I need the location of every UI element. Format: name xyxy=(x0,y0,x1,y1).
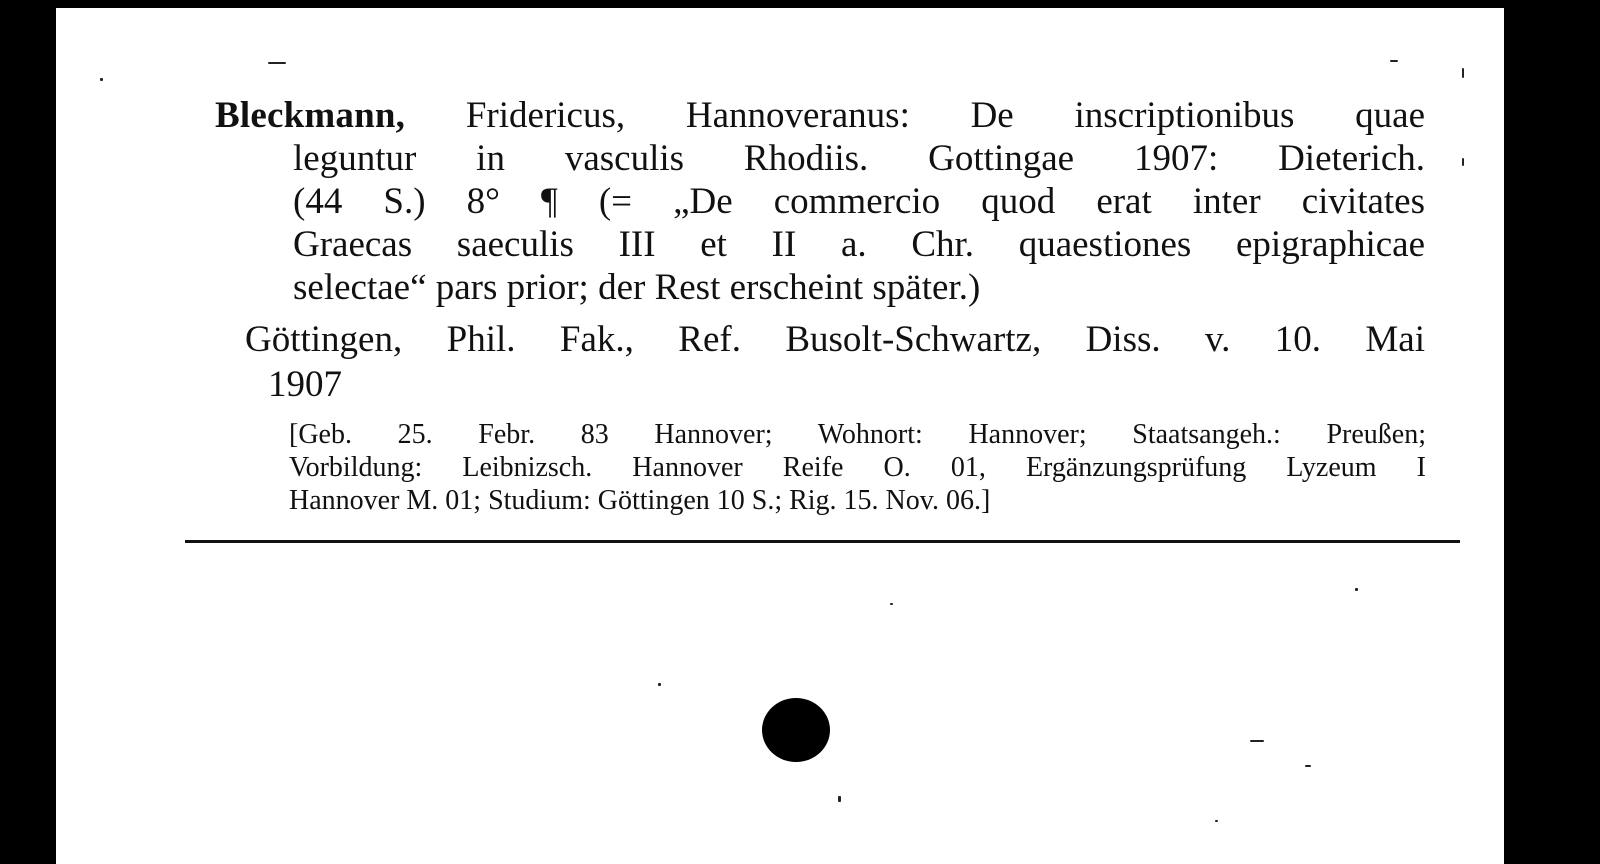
bio-line-3: Hannover M. 01; Studium: Göttingen 10 S.; Rig. 15. Nov. 06.] xyxy=(289,485,991,516)
entry-line-3: (44 S.) 8° ¶ (= „De commercio quod erat inter civitates xyxy=(293,181,1425,222)
university-line: Göttingen, Phil. Fak., Ref. Busolt-Schwartz, Diss. v. 10. Mai xyxy=(245,319,1425,360)
scan-speck xyxy=(1250,740,1264,742)
scan-speck xyxy=(1355,588,1358,591)
scan-speck xyxy=(268,62,286,64)
scan-speck xyxy=(1215,820,1218,822)
scan-border-right xyxy=(1504,0,1600,864)
punch-hole xyxy=(762,698,830,762)
scan-speck xyxy=(890,603,893,605)
biography-block xyxy=(289,418,1426,517)
scan-speck xyxy=(1462,68,1464,78)
entry-line-2: leguntur in vasculis Rhodiis. Gottingae 1907: Dieterich. xyxy=(293,138,1425,179)
entry-line-4: Graecas saeculis III et II a. Chr. quaestiones epigraphicae xyxy=(293,224,1425,265)
author-surname: Bleckmann, xyxy=(215,95,406,136)
scan-speck xyxy=(838,796,841,802)
entry-line-1 xyxy=(215,94,1425,137)
scan-speck xyxy=(658,683,661,686)
separator-rule xyxy=(185,540,1460,543)
entry-line-1-text: Fridericus, Hannoveranus: De inscriptionibus quae xyxy=(405,95,1425,136)
university-year: 1907 xyxy=(268,364,342,405)
bibliographic-entry xyxy=(215,94,1425,309)
scan-speck xyxy=(100,78,103,81)
scan-speck xyxy=(1305,765,1311,767)
scan-speck xyxy=(1462,158,1464,166)
scan-speck xyxy=(1390,60,1398,62)
bio-line-1: [Geb. 25. Febr. 83 Hannover; Wohnort: Hannover; Staatsangeh.: Preußen; xyxy=(289,419,1426,450)
entry-line-5: selectae“ pars prior; der Rest erscheint später.) xyxy=(293,267,981,308)
bio-line-2: Vorbildung: Leibnizsch. Hannover Reife O. 01, Ergänzungsprüfung Lyzeum I xyxy=(289,452,1426,483)
